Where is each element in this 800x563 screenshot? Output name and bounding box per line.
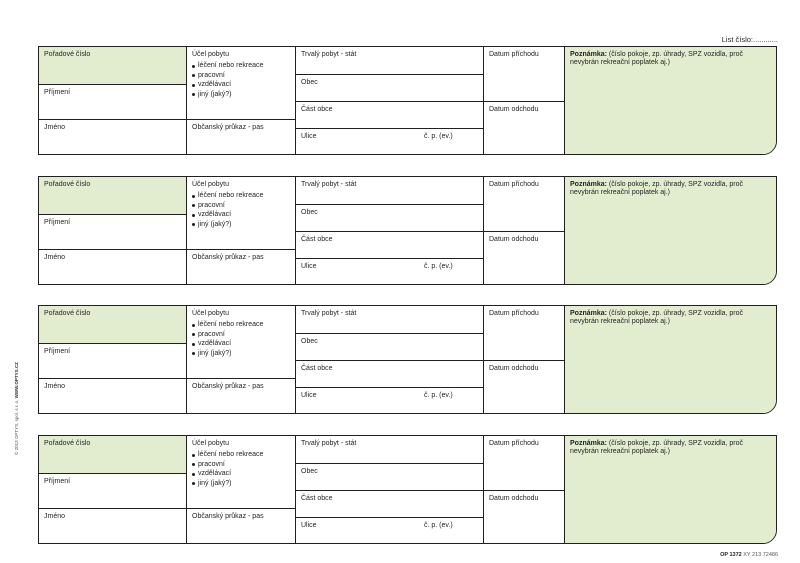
purpose-option[interactable]: léčení nebo rekreace xyxy=(192,320,290,330)
arrival-date-label: Datum příchodu xyxy=(489,310,539,317)
order-number-field[interactable] xyxy=(39,177,186,214)
permanent-residence-label: Trvalý pobyt - stát xyxy=(301,51,357,58)
note-hint: (číslo pokoje, zp. úhrady, SPZ vozidla, proč nevybrán rekreační poplatek aj.) xyxy=(570,310,744,326)
first-name-field[interactable] xyxy=(39,378,186,414)
purpose-option[interactable]: pracovní xyxy=(192,201,290,211)
arrival-date-field[interactable] xyxy=(483,47,564,101)
district-field[interactable] xyxy=(295,101,483,128)
arrival-date-field[interactable] xyxy=(483,436,564,490)
district-field[interactable] xyxy=(295,360,483,387)
surname-label: Příjmení xyxy=(44,219,71,226)
district-label: Část obce xyxy=(301,365,333,372)
permanent-residence-field[interactable] xyxy=(295,436,483,463)
municipality-label: Obec xyxy=(301,209,318,216)
note-label: Poznámka: xyxy=(570,51,607,58)
street-field[interactable] xyxy=(295,387,483,414)
sheet-number: List číslo:............ xyxy=(721,35,778,44)
stay-purpose-field[interactable] xyxy=(186,306,295,378)
permanent-residence-field[interactable] xyxy=(295,47,483,74)
id-card-field[interactable] xyxy=(186,508,295,544)
purpose-option[interactable]: vzdělávací xyxy=(192,469,290,479)
order-number-label: Pořadové číslo xyxy=(44,440,91,447)
purpose-option[interactable]: vzdělávací xyxy=(192,80,290,90)
surname-label: Příjmení xyxy=(44,478,71,485)
copyright-text: © 2013 OPTYS, spol. s r. o. xyxy=(14,399,19,455)
stay-purpose-options xyxy=(192,191,290,229)
surname-label: Příjmení xyxy=(44,348,71,355)
stay-purpose-field[interactable] xyxy=(186,436,295,508)
departure-date-label: Datum odchodu xyxy=(489,365,539,372)
purpose-option[interactable]: pracovní xyxy=(192,460,290,470)
id-card-field[interactable] xyxy=(186,378,295,414)
guest-record-block xyxy=(38,435,777,544)
first-name-label: Jméno xyxy=(44,124,66,131)
stay-purpose-field[interactable] xyxy=(186,177,295,249)
form-code xyxy=(720,552,778,558)
note-hint: (číslo pokoje, zp. úhrady, SPZ vozidla, proč nevybrán rekreační poplatek aj.) xyxy=(570,181,744,197)
note-field[interactable] xyxy=(564,47,777,155)
arrival-date-field[interactable] xyxy=(483,177,564,231)
stay-purpose-options xyxy=(192,320,290,358)
permanent-residence-label: Trvalý pobyt - stát xyxy=(301,181,357,188)
id-card-label: Občanský průkaz - pas xyxy=(192,513,264,520)
stay-purpose-label: Účel pobytu xyxy=(192,310,229,317)
brand-website: WWW.OPTYS.CZ xyxy=(14,362,19,399)
arrival-date-label: Datum příchodu xyxy=(489,51,539,58)
street-label: Ulice xyxy=(301,133,317,140)
permanent-residence-field[interactable] xyxy=(295,306,483,333)
district-label: Část obce xyxy=(301,495,333,502)
id-card-label: Občanský průkaz - pas xyxy=(192,124,264,131)
municipality-label: Obec xyxy=(301,468,318,475)
municipality-field[interactable] xyxy=(295,463,483,490)
surname-field[interactable] xyxy=(39,343,186,378)
street-label: Ulice xyxy=(301,392,317,399)
street-field[interactable] xyxy=(295,128,483,155)
stay-purpose-label: Účel pobytu xyxy=(192,440,229,447)
stay-purpose-options xyxy=(192,61,290,99)
note-hint: (číslo pokoje, zp. úhrady, SPZ vozidla, proč nevybrán rekreační poplatek aj.) xyxy=(570,440,744,456)
order-number-label: Pořadové číslo xyxy=(44,310,91,317)
municipality-field[interactable] xyxy=(295,204,483,231)
purpose-option[interactable]: jiný (jaký?) xyxy=(192,479,290,489)
first-name-label: Jméno xyxy=(44,254,66,261)
note-field[interactable] xyxy=(564,306,777,414)
street-field[interactable] xyxy=(295,258,483,285)
permanent-residence-label: Trvalý pobyt - stát xyxy=(301,310,357,317)
id-card-field[interactable] xyxy=(186,119,295,155)
departure-date-field[interactable] xyxy=(483,231,564,285)
copyright-side-text xyxy=(14,362,19,455)
purpose-option[interactable]: jiný (jaký?) xyxy=(192,90,290,100)
surname-field[interactable] xyxy=(39,84,186,119)
first-name-label: Jméno xyxy=(44,383,66,390)
permanent-residence-label: Trvalý pobyt - stát xyxy=(301,440,357,447)
house-number-label: č. p. (ev.) xyxy=(424,263,453,270)
note-hint: (číslo pokoje, zp. úhrady, SPZ vozidla, proč nevybrán rekreační poplatek aj.) xyxy=(570,51,744,67)
purpose-option[interactable]: jiný (jaký?) xyxy=(192,349,290,359)
id-card-label: Občanský průkaz - pas xyxy=(192,254,264,261)
departure-date-field[interactable] xyxy=(483,490,564,544)
purpose-option[interactable]: jiný (jaký?) xyxy=(192,220,290,230)
surname-field[interactable] xyxy=(39,214,186,249)
permanent-residence-field[interactable] xyxy=(295,177,483,204)
surname-field[interactable] xyxy=(39,473,186,508)
district-label: Část obce xyxy=(301,236,333,243)
first-name-field[interactable] xyxy=(39,249,186,285)
district-label: Část obce xyxy=(301,106,333,113)
order-number-field[interactable] xyxy=(39,306,186,343)
purpose-option[interactable]: pracovní xyxy=(192,330,290,340)
municipality-label: Obec xyxy=(301,79,318,86)
house-number-label: č. p. (ev.) xyxy=(424,392,453,399)
arrival-date-label: Datum příchodu xyxy=(489,440,539,447)
street-field[interactable] xyxy=(295,517,483,544)
stay-purpose-field[interactable] xyxy=(186,47,295,119)
first-name-field[interactable] xyxy=(39,119,186,155)
note-field[interactable] xyxy=(564,177,777,285)
form-code-main: OP 1372 xyxy=(720,552,742,558)
stay-purpose-options xyxy=(192,450,290,488)
house-number-label: č. p. (ev.) xyxy=(424,522,453,529)
order-number-field[interactable] xyxy=(39,47,186,84)
departure-date-label: Datum odchodu xyxy=(489,236,539,243)
guest-record-block xyxy=(38,176,777,285)
purpose-option[interactable]: léčení nebo rekreace xyxy=(192,191,290,201)
note-label: Poznámka: xyxy=(570,440,607,447)
stay-purpose-label: Účel pobytu xyxy=(192,51,229,58)
departure-date-label: Datum odchodu xyxy=(489,106,539,113)
street-label: Ulice xyxy=(301,522,317,529)
municipality-field[interactable] xyxy=(295,333,483,360)
district-field[interactable] xyxy=(295,490,483,517)
order-number-label: Pořadové číslo xyxy=(44,181,91,188)
departure-date-label: Datum odchodu xyxy=(489,495,539,502)
purpose-option[interactable]: vzdělávací xyxy=(192,210,290,220)
municipality-label: Obec xyxy=(301,338,318,345)
purpose-option[interactable]: léčení nebo rekreace xyxy=(192,450,290,460)
guest-record-block xyxy=(38,46,777,155)
order-number-label: Pořadové číslo xyxy=(44,51,91,58)
purpose-option[interactable]: vzdělávací xyxy=(192,339,290,349)
arrival-date-field[interactable] xyxy=(483,306,564,360)
district-field[interactable] xyxy=(295,231,483,258)
purpose-option[interactable]: léčení nebo rekreace xyxy=(192,61,290,71)
id-card-field[interactable] xyxy=(186,249,295,285)
departure-date-field[interactable] xyxy=(483,101,564,155)
first-name-field[interactable] xyxy=(39,508,186,544)
note-field[interactable] xyxy=(564,436,777,544)
departure-date-field[interactable] xyxy=(483,360,564,414)
id-card-label: Občanský průkaz - pas xyxy=(192,383,264,390)
municipality-field[interactable] xyxy=(295,74,483,101)
stay-purpose-label: Účel pobytu xyxy=(192,181,229,188)
purpose-option[interactable]: pracovní xyxy=(192,71,290,81)
form-code-rest: XY 213 72486 xyxy=(743,552,778,558)
note-label: Poznámka: xyxy=(570,310,607,317)
order-number-field[interactable] xyxy=(39,436,186,473)
arrival-date-label: Datum příchodu xyxy=(489,181,539,188)
street-label: Ulice xyxy=(301,263,317,270)
first-name-label: Jméno xyxy=(44,513,66,520)
note-label: Poznámka: xyxy=(570,181,607,188)
house-number-label: č. p. (ev.) xyxy=(424,133,453,140)
guest-record-block xyxy=(38,305,777,414)
surname-label: Příjmení xyxy=(44,89,71,96)
